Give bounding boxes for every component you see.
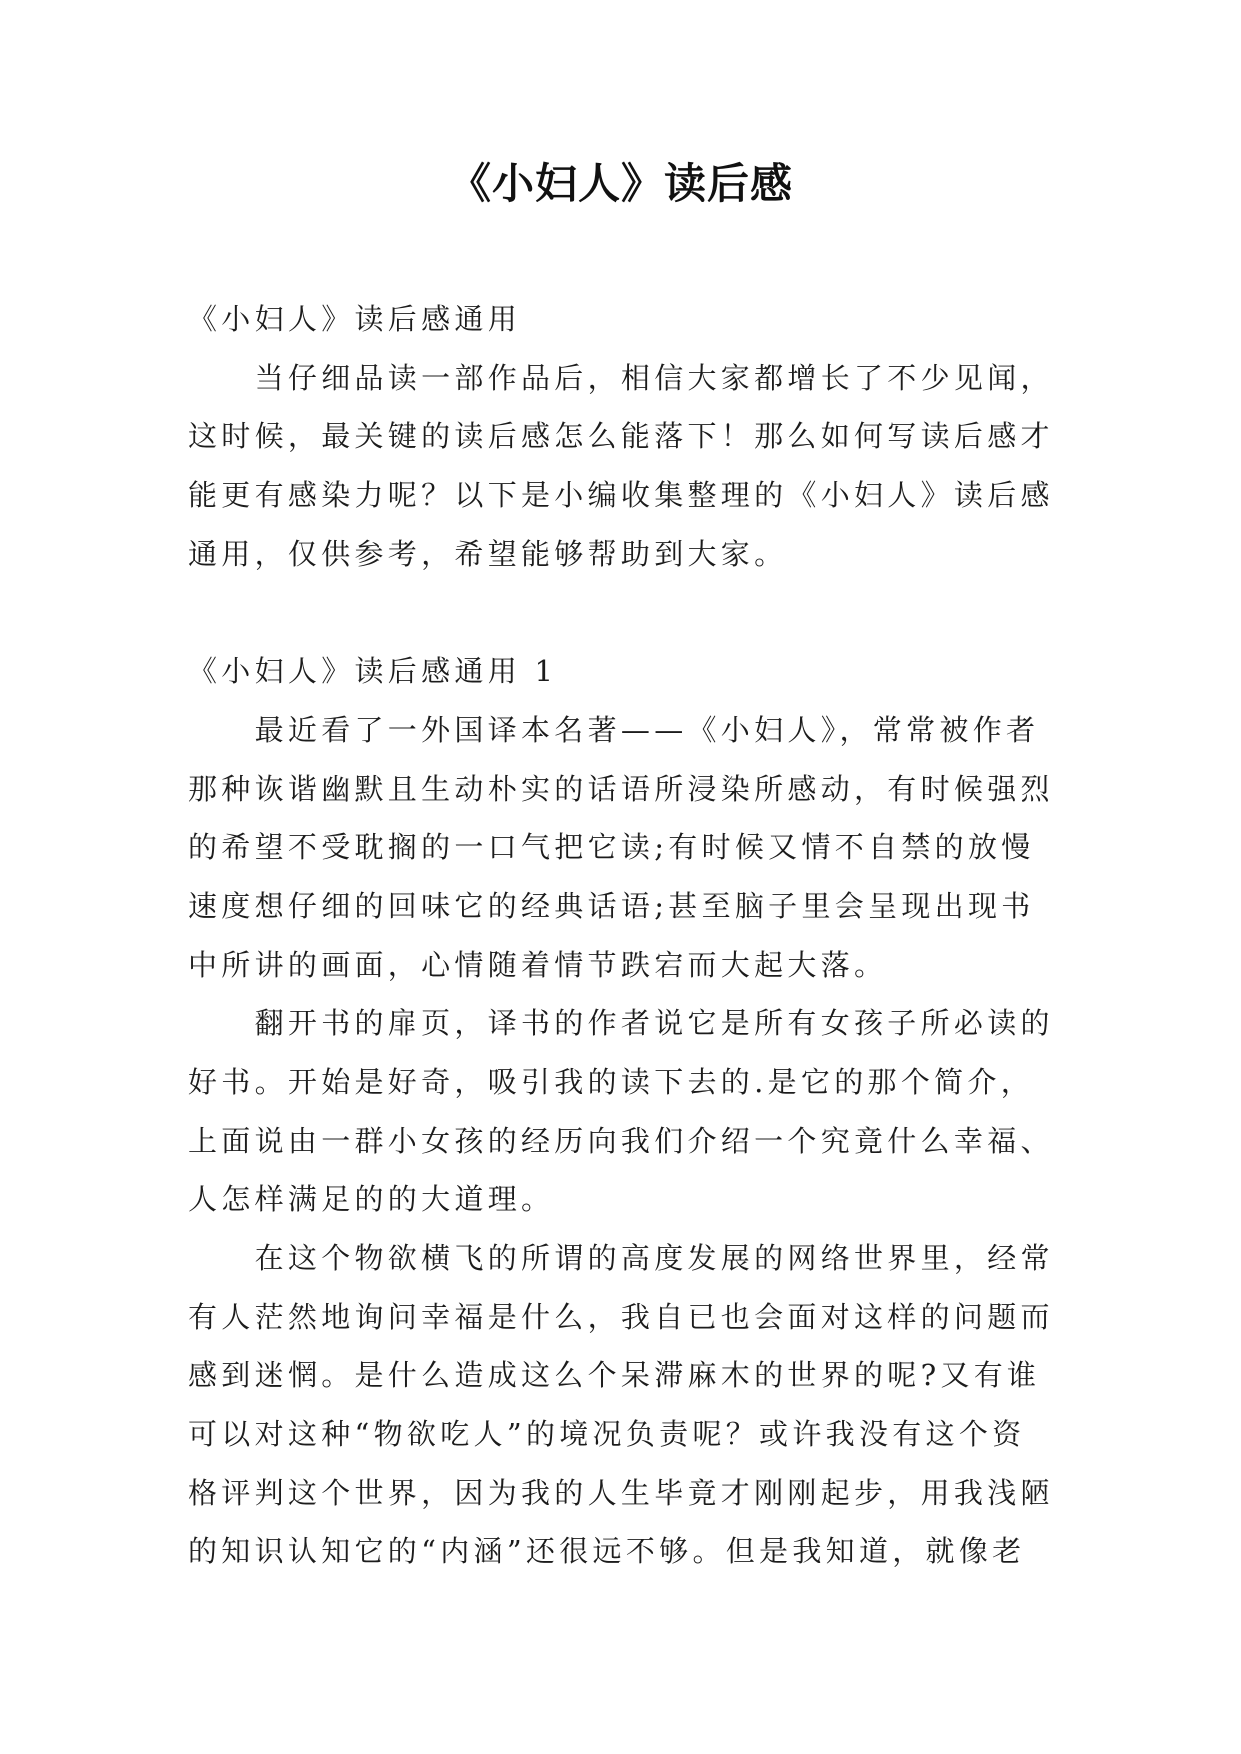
document-body xyxy=(188,290,1088,1581)
section-heading: 《小妇人》读后感通用 1 xyxy=(188,654,558,689)
paragraph-line: 上面说由一群小女孩的经历向我们介绍一个究竟什么幸福、 xyxy=(188,1123,1054,1158)
paragraph-line: 的知识认知它的“内涵”还很远不够。但是我知道，就像老 xyxy=(188,1534,1026,1569)
paragraph-line: 的希望不受耽搁的一口气把它读;有时候又情不自禁的放慢 xyxy=(188,830,1035,865)
paragraph-line: 通用，仅供参考，希望能够帮助到大家。 xyxy=(188,536,788,571)
paragraph xyxy=(188,701,1088,994)
paragraph-spacer xyxy=(188,583,1088,642)
paragraph-line: 那种诙谐幽默且生动朴实的话语所浸染所感动，有时候强烈 xyxy=(188,771,1054,806)
paragraph-line: 有人茫然地询问幸福是什么，我自已也会面对这样的问题而 xyxy=(188,1299,1054,1334)
paragraph-line: 可以对这种“物欲吃人”的境况负责呢？或许我没有这个资 xyxy=(188,1417,1026,1452)
paragraph-line: 当仔细品读一部作品后，相信大家都增长了不少见闻， xyxy=(254,360,1054,395)
intro-paragraph xyxy=(188,349,1088,584)
paragraph-line: 翻开书的扉页，译书的作者说它是所有女孩子所必读的 xyxy=(254,1006,1054,1041)
paragraph-line: 感到迷惘。是什么造成这么个呆滞麻木的世界的呢?又有谁 xyxy=(188,1358,1041,1393)
intro-heading: 《小妇人》读后感通用 xyxy=(188,302,522,336)
paragraph-line: 中所讲的画面，心情随着情节跌宕而大起大落。 xyxy=(188,947,888,982)
document-title: 《小妇人》读后感 xyxy=(448,159,793,208)
paragraph-line: 格评判这个世界，因为我的人生毕竟才刚刚起步，用我浅陋 xyxy=(188,1475,1054,1510)
paragraph-line: 最近看了一外国译本名著——《小妇人》，常常被作者 xyxy=(254,712,1040,747)
paragraph-line: 人怎样满足的的大道理。 xyxy=(188,1182,555,1217)
paragraph xyxy=(188,994,1088,1229)
paragraph-line: 在这个物欲横飞的所谓的高度发展的网络世界里，经常 xyxy=(254,1241,1054,1275)
paragraph-line: 速度想仔细的回味它的经典话语;甚至脑子里会呈现出现书 xyxy=(188,888,1035,923)
paragraph-line: 这时候，最关键的读后感怎么能落下！那么如何写读后感才 xyxy=(188,419,1054,454)
paragraph-line: 能更有感染力呢？以下是小编收集整理的《小妇人》读后感 xyxy=(188,478,1054,513)
paragraph-line: 好书。开始是好奇，吸引我的读下去的.是它的那个简介， xyxy=(188,1064,1035,1099)
paragraph xyxy=(188,1229,1088,1581)
